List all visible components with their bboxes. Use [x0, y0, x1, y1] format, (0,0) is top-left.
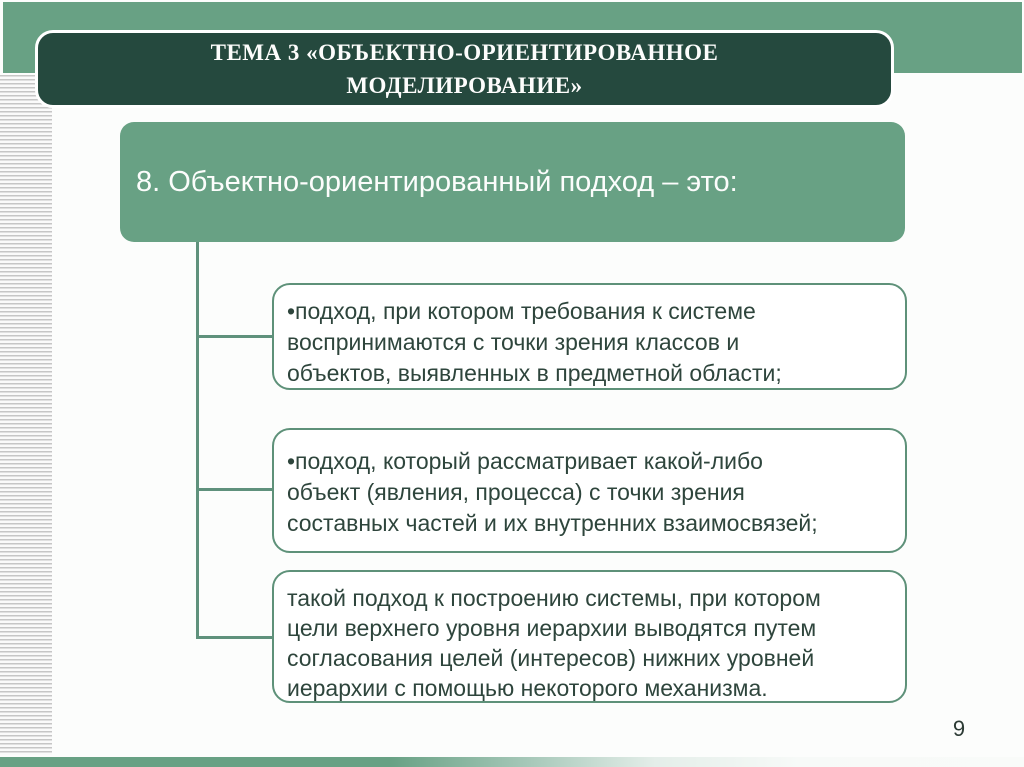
connector-branch-2 [196, 488, 273, 491]
page-number: 9 [952, 716, 966, 741]
bottom-color-bar [0, 757, 1024, 767]
definition-text-2: •подход, который рассматривает какой-либо объект (явления, процесса) с точки зрения составных частей и их внутренних взаимосвязей; [287, 448, 818, 536]
heading-text: 8. Объектно-ориентированный подход – это: [136, 166, 738, 198]
definition-text-1: •подход, при котором требования к системе воспринимаются с точки зрения классов и объектов, выявленных в предметной области; [287, 298, 782, 386]
heading-box [120, 122, 905, 242]
definition-box-2 [272, 428, 907, 553]
definition-text-3: такой подход к построению системы, при котором цели верхнего уровня иерархии выводятся путем согласования целей (интересов) нижних уровней иерархии с помощью некоторого механизма. [287, 585, 821, 701]
left-stripe-texture [0, 75, 52, 755]
definition-box-1 [272, 283, 907, 390]
connector-branch-1 [196, 335, 273, 338]
connector-branch-3 [196, 636, 273, 639]
definition-box-3 [272, 570, 907, 703]
slide-title-box [35, 30, 894, 108]
connector-vertical-line [196, 242, 199, 639]
slide-title: ТЕМА 3 «ОБЪЕКТНО-ОРИЕНТИРОВАННОЕ МОДЕЛИРОВАНИЕ» [210, 40, 719, 98]
